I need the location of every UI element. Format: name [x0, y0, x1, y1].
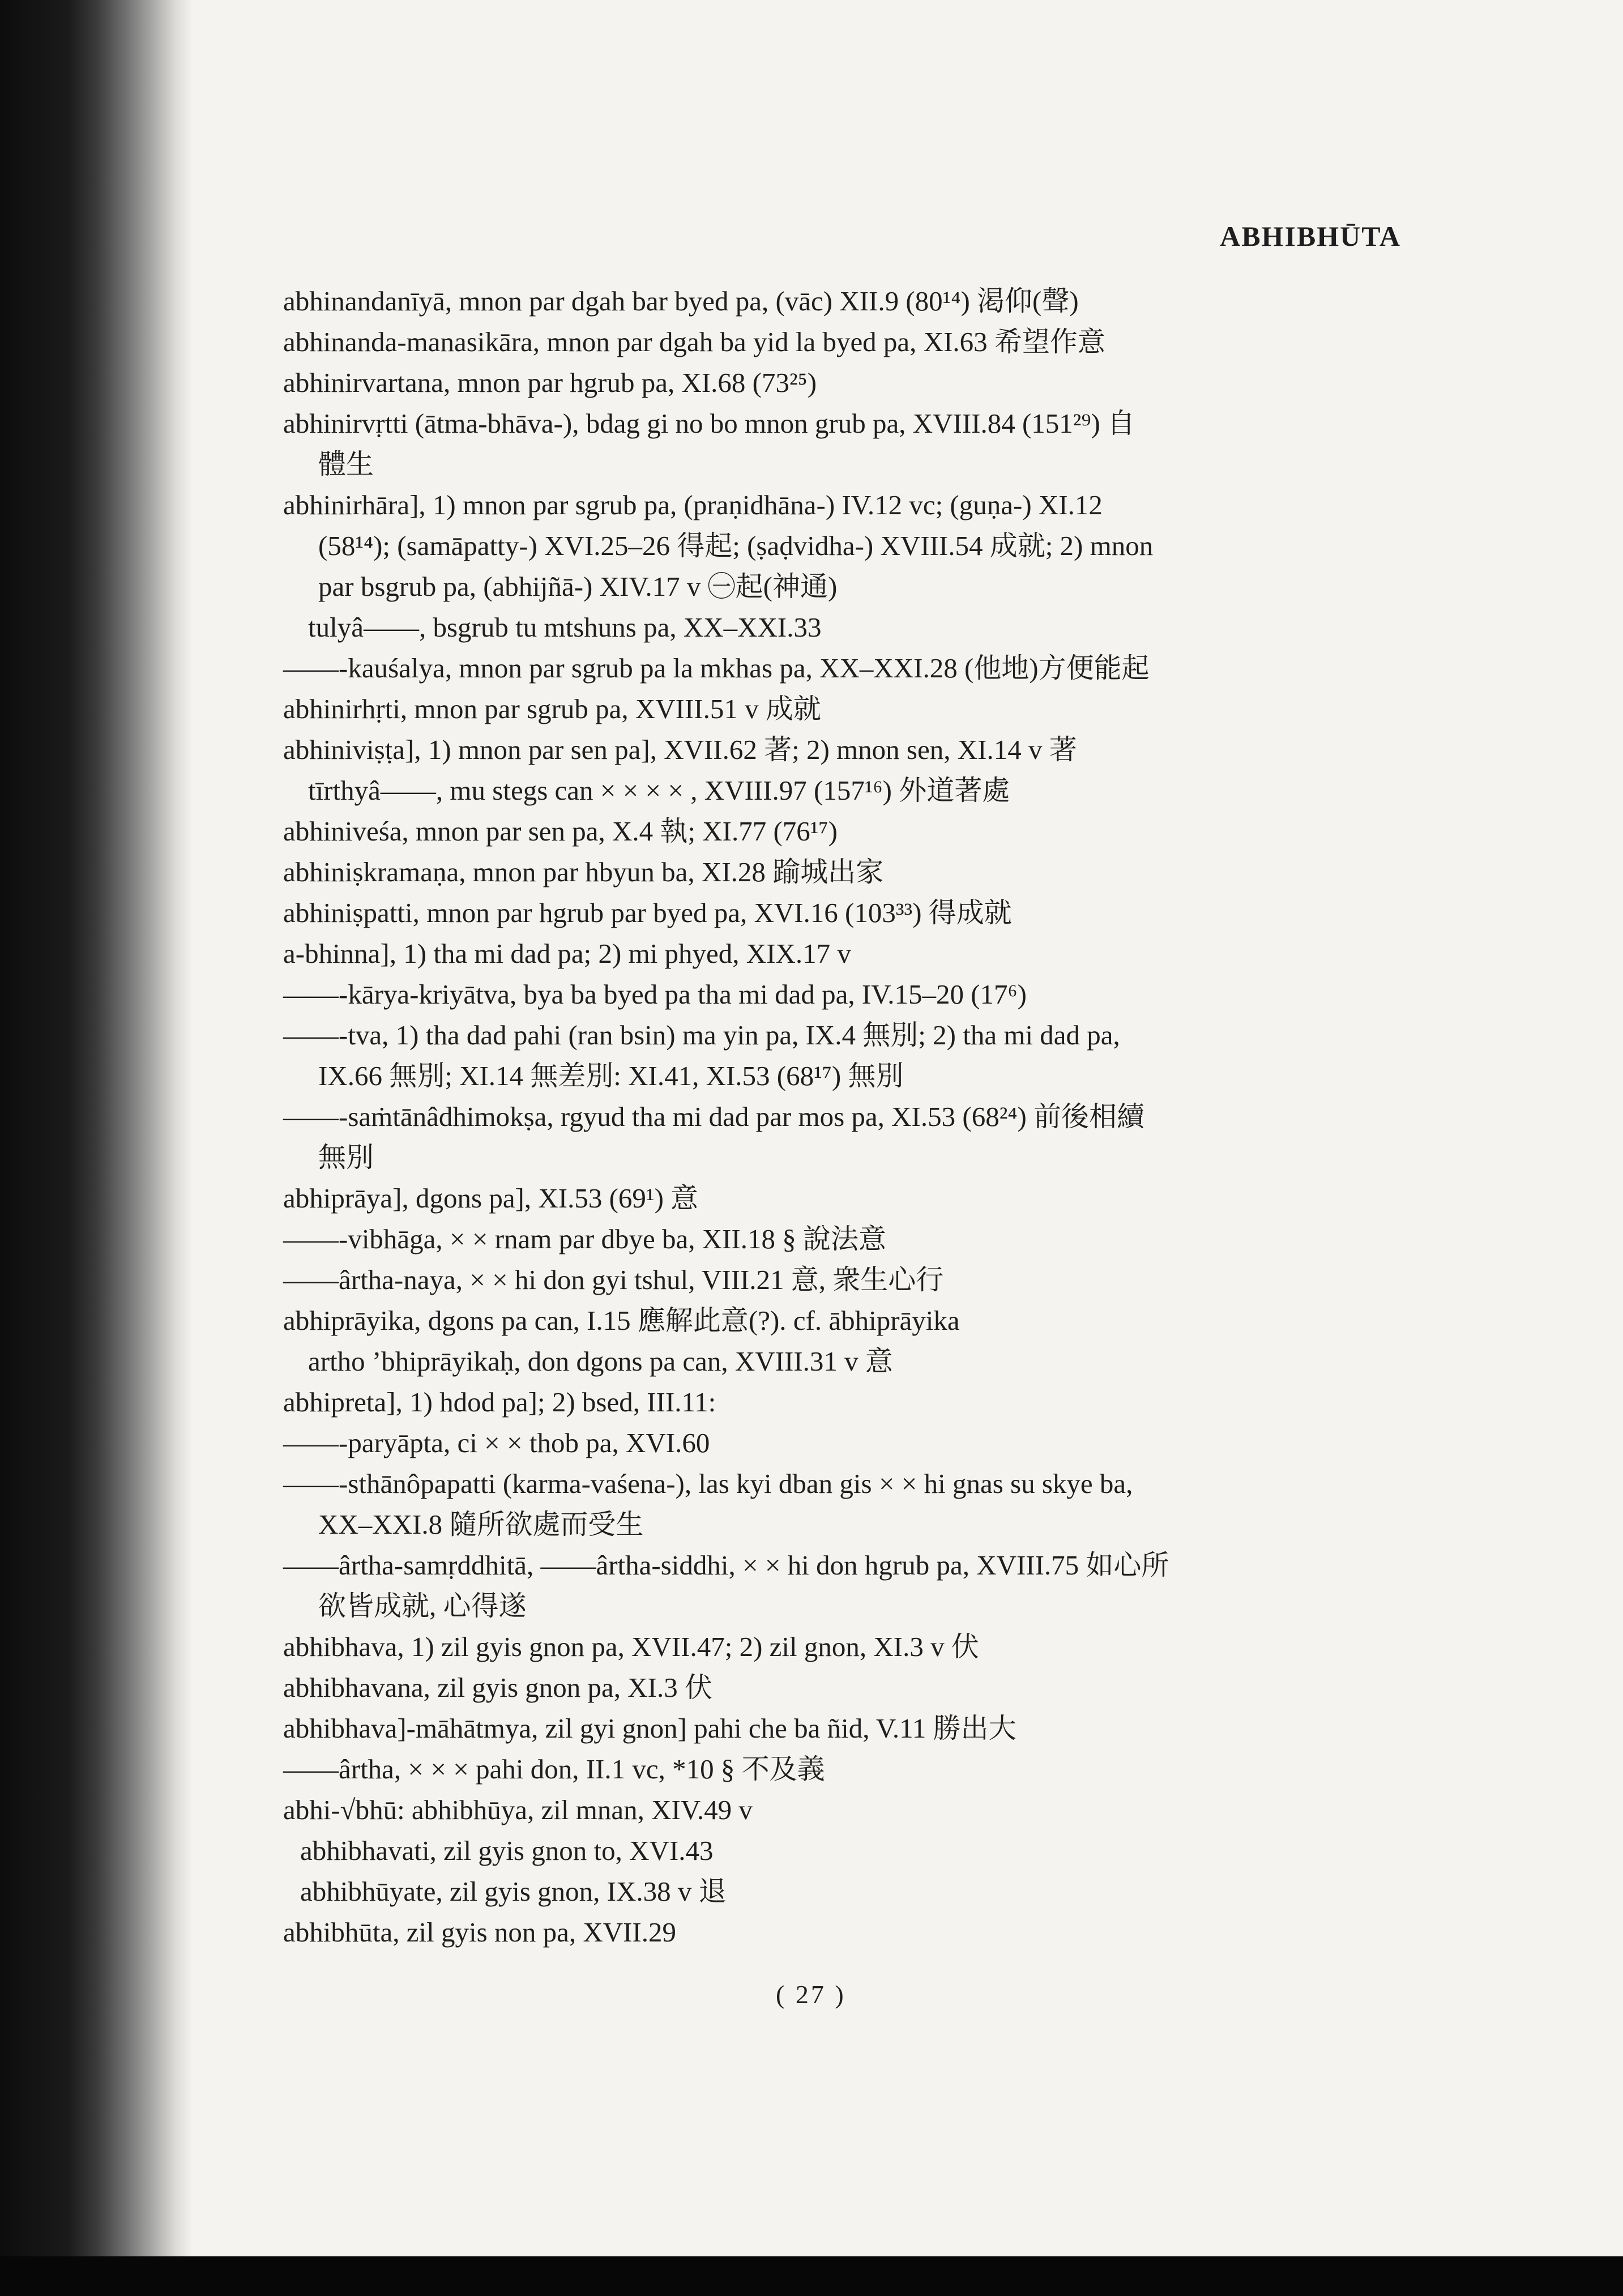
entry-line: abhibhava]-māhātmya, zil gyi gnon] pahi che ba ñid, V.11 勝出大: [283, 1713, 1016, 1744]
scan-bottom-edge: [0, 2256, 1623, 2296]
entry-line: ——-tva, 1) tha dad pahi (ran bsin) ma yin pa, IX.4 無別; 2) tha mi dad pa,: [283, 1019, 1120, 1051]
entry-line: ——ârtha-samṛddhitā, ——ârtha-siddhi, × × hi don hgrub pa, XVIII.75 如心所: [283, 1550, 1169, 1581]
entry-line: abhiniveśa, mnon par sen pa, X.4 執; XI.77 (76¹⁷): [283, 816, 838, 847]
entry-line: 體生: [318, 449, 374, 480]
entry-line: abhibhūta, zil gyis non pa, XVII.29: [283, 1917, 677, 1948]
entry-line: 無別: [318, 1142, 374, 1173]
entry-line: abhinirvartana, mnon par hgrub pa, XI.68 (73²⁵): [283, 367, 817, 398]
page-number: ( 27 ): [776, 1980, 846, 2009]
entry-line: ——-kārya-kriyātva, bya ba byed pa tha mi dad pa, IV.15–20 (17⁶): [283, 979, 1027, 1010]
entry-line: abhiniṣkramaṇa, mnon par hbyun ba, XI.28 踰城出家: [283, 856, 884, 887]
entry-line: abhiprāyika, dgons pa can, I.15 應解此意(?). cf. ābhiprāyika: [283, 1305, 960, 1336]
entry-line: tīrthyâ——, mu stegs can × × × × , XVIII.97 (157¹⁶) 外道著處: [308, 775, 1010, 806]
book-binding-shadow: [0, 0, 193, 2296]
entry-line: abhinirhṛti, mnon par sgrub pa, XVIII.51 v 成就: [283, 693, 821, 724]
entry-line: abhinirhāra], 1) mnon par sgrub pa, (praṇidhāna-) IV.12 vc; (guṇa-) XI.12: [283, 489, 1103, 520]
entry-line: ——ârtha-naya, × × hi don gyi tshul, VIII.21 意, 衆生心行: [283, 1264, 944, 1295]
entry-line: abhibhavana, zil gyis gnon pa, XI.3 伏: [283, 1672, 712, 1703]
entry-line: a-bhinna], 1) tha mi dad pa; 2) mi phyed, XIX.17 v: [283, 938, 851, 969]
entry-line: abhiniṣpatti, mnon par hgrub par byed pa, XVI.16 (103³³) 得成就: [283, 897, 1012, 928]
entry-line: abhibhava, 1) zil gyis gnon pa, XVII.47; 2) zil gnon, XI.3 v 伏: [283, 1631, 979, 1662]
entry-line: abhibhūyate, zil gyis gnon, IX.38 v 退: [300, 1876, 727, 1907]
entry-line: ——-sthānôpapatti (karma-vaśena-), las kyi dban gis × × hi gnas su skye ba,: [283, 1468, 1133, 1499]
entry-line: XX–XXI.8 隨所欲處而受生: [318, 1509, 644, 1540]
entry-line: ——ârtha, × × × pahi don, II.1 vc, *10 § 不及義: [283, 1753, 825, 1785]
entry-line: artho ’bhiprāyikaḥ, don dgons pa can, XVIII.31 v 意: [308, 1346, 893, 1377]
entry-line: abhibhavati, zil gyis gnon to, XVI.43: [300, 1835, 714, 1866]
entry-line: abhiniviṣṭa], 1) mnon par sen pa], XVII.62 著; 2) mnon sen, XI.14 v 著: [283, 734, 1077, 765]
entry-line: tulyâ——, bsgrub tu mtshuns pa, XX–XXI.33: [308, 612, 822, 643]
entry-line: abhinandanīyā, mnon par dgah bar byed pa, (vāc) XII.9 (80¹⁴) 渇仰(聲): [283, 285, 1079, 317]
entry-line: ——-vibhāga, × × rnam par dbye ba, XII.18 § 說法意: [283, 1223, 886, 1254]
entry-line: abhinirvṛtti (ātma-bhāva-), bdag gi no bo mnon grub pa, XVIII.84 (151²⁹) 自: [283, 408, 1135, 439]
entry-line: abhipreta], 1) hdod pa]; 2) bsed, III.11:: [283, 1386, 716, 1418]
entry-line: ——-saṁtānâdhimokṣa, rgyud tha mi dad par mos pa, XI.53 (68²⁴) 前後相續: [283, 1101, 1145, 1132]
entry-line: ——-paryāpta, ci × × thob pa, XVI.60: [283, 1427, 710, 1458]
entry-line: 欲皆成就, 心得遂: [318, 1590, 527, 1621]
entry-line: abhi-√bhū: abhibhūya, zil mnan, XIV.49 v: [283, 1794, 753, 1825]
entry-line: (58¹⁴); (samāpatty-) XVI.25–26 得起; (ṣaḍvidha-) XVIII.54 成就; 2) mnon: [318, 530, 1154, 561]
running-head: ABHIBHŪTA: [1220, 220, 1401, 252]
entry-line: par bsgrub pa, (abhijñā-) XIV.17 v ㊀起(神通): [318, 571, 838, 602]
entry-line: abhiprāya], dgons pa], XI.53 (69¹) 意: [283, 1183, 699, 1214]
entry-line: ——-kauśalya, mnon par sgrub pa la mkhas pa, XX–XXI.28 (他地)方便能起: [283, 652, 1150, 684]
entry-line: abhinanda-manasikāra, mnon par dgah ba yid la byed pa, XI.63 希望作意: [283, 326, 1105, 357]
entry-line: IX.66 無別; XI.14 無差別: XI.41, XI.53 (68¹⁷) 無別: [318, 1060, 904, 1091]
dictionary-entries: [283, 281, 1402, 1953]
